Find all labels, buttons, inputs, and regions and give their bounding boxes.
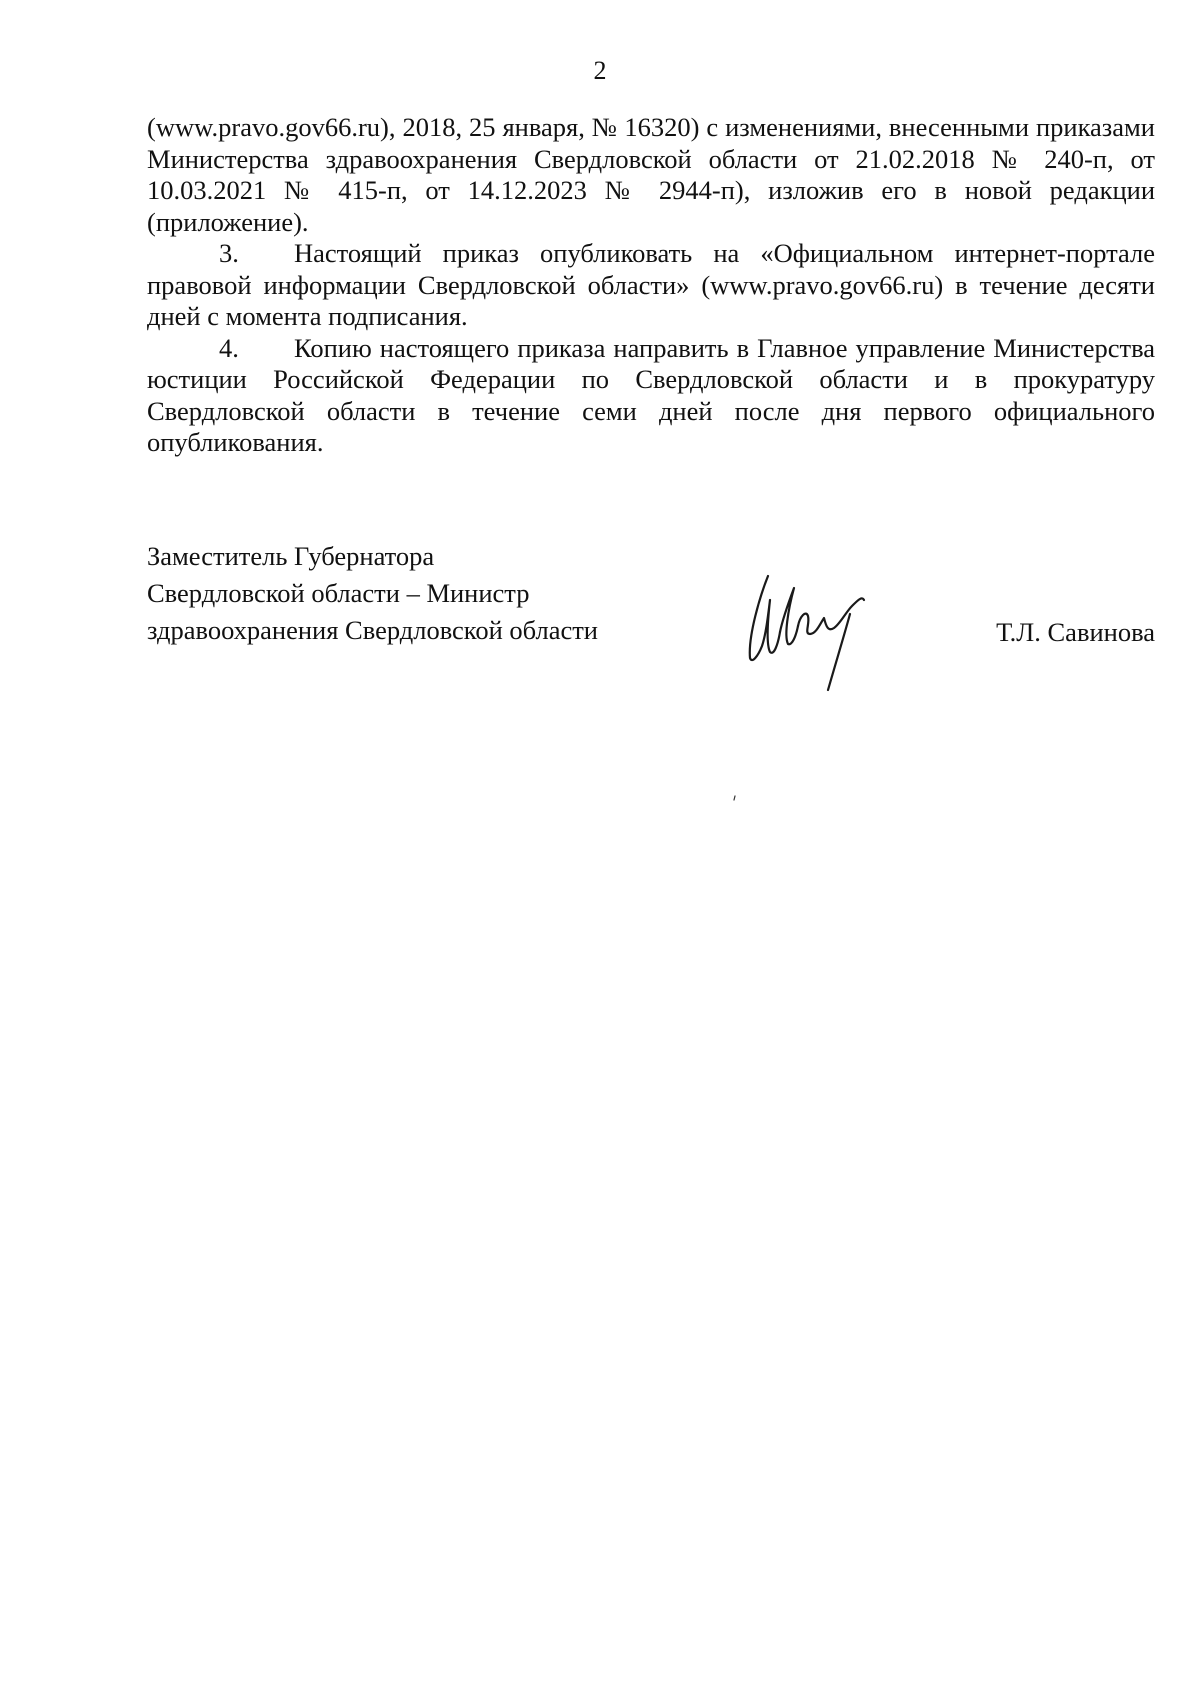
signer-name: Т.Л. Савинова: [996, 617, 1155, 647]
position-line-2: Свердловской области – Министр: [147, 578, 530, 608]
paragraph-continuation: (www.pravo.gov66.ru), 2018, 25 января, № 16320) с изменениями, внесенными приказами Министерства здравоохранения Свердловской области от 21.02.2018 № 240-п, от 10.03.2021 № 415-п, от 14.12.2023 № 2944-п), изложив его в новой редакции (приложение).: [147, 112, 1155, 237]
position-line-3: здравоохранения Свердловской области: [147, 615, 598, 645]
paragraph-item-3: [147, 238, 1155, 333]
item-4-number: 4.: [219, 332, 239, 363]
position-line-1: Заместитель Губернатора: [147, 541, 435, 571]
handwritten-signature: [738, 566, 878, 696]
scan-speck: [732, 795, 738, 801]
signatory-position: [147, 538, 598, 649]
item-3-number: 3.: [219, 238, 239, 268]
item-3-text: Настоящий приказ опубликовать на «Официальном интернет-портале правовой информации Свердловской области» (www.pravo.gov66.ru) в течение десяти дней с момента подписания.: [147, 238, 1155, 331]
page-number: 2: [593, 56, 607, 85]
document-body: [147, 112, 1155, 459]
paragraph-item-4: [147, 333, 1155, 459]
item-4-text: Копию настоящего приказа направить в Главное управление Министерства юстиции Российской Федерации по Свердловской области и в прокуратуру Свердловской области в течение семи дней после дня первого официального опубликования.: [147, 332, 1155, 457]
